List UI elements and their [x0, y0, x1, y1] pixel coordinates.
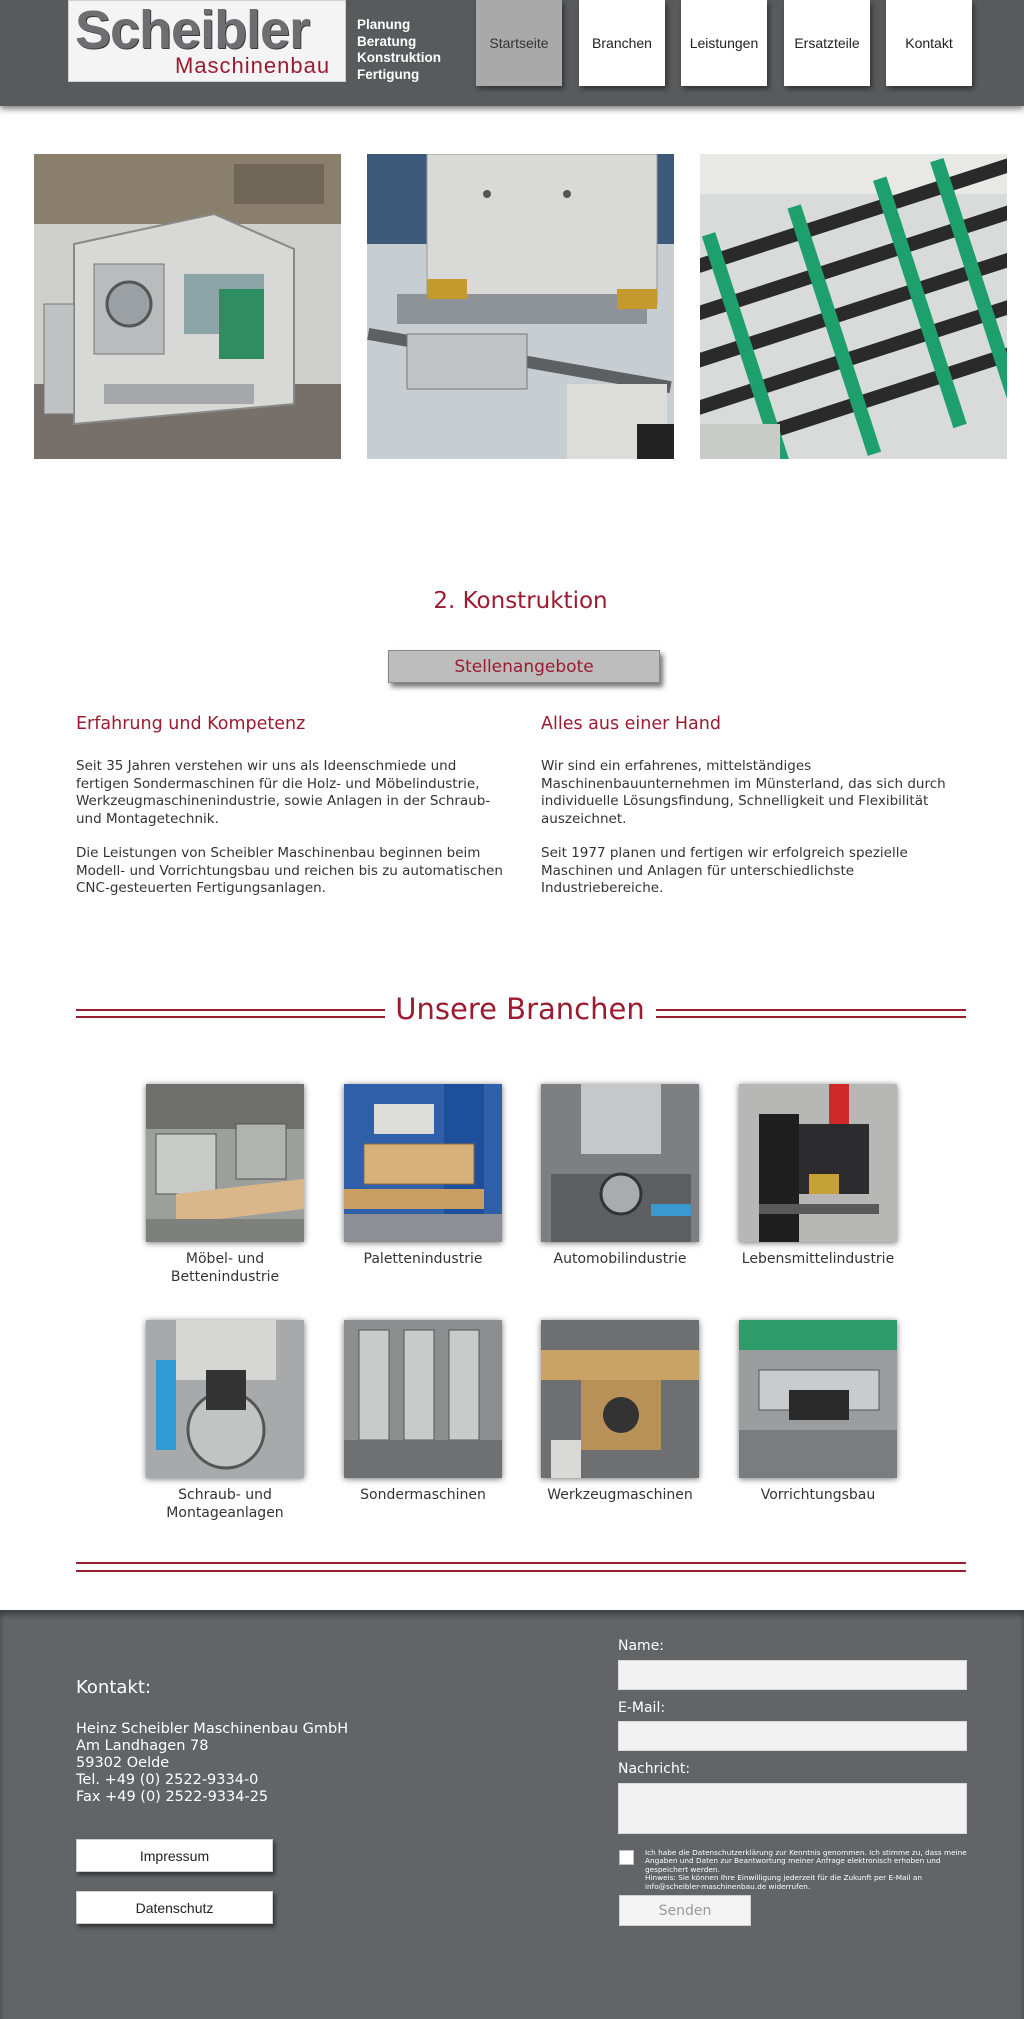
heading-one-hand: Alles aus einer Hand — [541, 714, 721, 734]
contact-fax: Fax +49 (0) 2522-9334-25 — [76, 1789, 269, 1805]
branche-label: Möbel- und Bettenindustrie — [170, 1251, 280, 1285]
divider-line — [76, 1570, 966, 1572]
text-line: Maschinenbauunternehmen im Münsterland, das sich durch — [541, 775, 946, 792]
contact-street: Am Landhagen 78 — [76, 1738, 209, 1754]
text-line: Maschinen und Anlagen für unterschiedlichste — [541, 862, 855, 879]
hero-image-machine-3 — [700, 154, 1007, 459]
send-button[interactable]: Senden — [619, 1895, 751, 1926]
branche-tile-moebel[interactable] — [146, 1084, 304, 1286]
text-line: Seit 35 Jahren verstehen wir uns als Ideenschmiede und — [76, 758, 457, 774]
branche-label: Automobilindustrie — [553, 1251, 687, 1267]
branchen-title: Unsere Branchen — [395, 992, 645, 1026]
branche-image-lebensmittel[interactable] — [739, 1084, 897, 1242]
text-line: fertigen Sondermaschinen für die Holz- und Möbelindustrie, — [76, 775, 480, 792]
nav-ersatzteile[interactable]: Ersatzteile — [784, 0, 870, 86]
company-logo[interactable] — [68, 0, 346, 82]
branche-tile-lebensmittel[interactable] — [739, 1084, 897, 1268]
text-line: und Montagetechnik. — [76, 810, 219, 827]
contact-title: Kontakt: — [76, 1677, 151, 1698]
tagline-line: Beratung — [357, 33, 417, 49]
divider-line — [656, 1009, 966, 1011]
branche-label: Werkzeugmaschinen — [547, 1487, 693, 1503]
branche-image-vorrichtung[interactable] — [739, 1320, 897, 1478]
branche-tile-schraub[interactable] — [146, 1320, 304, 1522]
text-line: CNC-gesteuerten Fertigungsanlagen. — [76, 880, 326, 896]
email-input[interactable] — [618, 1721, 967, 1751]
nav-leistungen[interactable]: Leistungen — [681, 0, 767, 86]
name-label: Name: — [618, 1638, 665, 1654]
branche-tile-werkzeug[interactable] — [541, 1320, 699, 1504]
branche-image-paletten[interactable] — [344, 1084, 502, 1242]
tagline — [357, 17, 441, 83]
name-input[interactable] — [618, 1660, 967, 1690]
hero-image-machine-1 — [34, 154, 341, 459]
branche-image-schraub[interactable] — [146, 1320, 304, 1478]
divider-line — [76, 1009, 385, 1011]
logo-subtitle: Maschinenbau — [175, 53, 331, 78]
experience-paragraph-2 — [76, 845, 503, 898]
divider-line — [76, 1562, 966, 1564]
branche-image-moebel[interactable] — [146, 1084, 304, 1242]
text-line: Werkzeugmaschinenindustrie, sowie Anlagen in der Schraub- — [76, 793, 491, 809]
text-line: Die Leistungen von Scheibler Maschinenbau beginnen beim — [76, 845, 481, 861]
one-hand-paragraph-2 — [541, 845, 908, 898]
branche-tile-automobil[interactable] — [541, 1084, 699, 1268]
privacy-checkbox[interactable] — [619, 1850, 634, 1865]
message-textarea[interactable] — [618, 1783, 967, 1834]
tagline-line: Fertigung — [357, 66, 420, 82]
branche-label: Vorrichtungsbau — [760, 1487, 876, 1503]
branche-label: Lebensmittelindustrie — [741, 1251, 895, 1267]
branche-tile-sonder[interactable] — [344, 1320, 502, 1504]
section-title: 2. Konstruktion — [433, 588, 608, 614]
branche-image-automobil[interactable] — [541, 1084, 699, 1242]
contact-company: Heinz Scheibler Maschinenbau GmbH — [76, 1721, 349, 1737]
divider-line — [656, 1016, 966, 1018]
experience-paragraph-1 — [76, 758, 490, 828]
privacy-hint-line: Hinweis: Sie können Ihre Einwilligung jederzeit für die Zukunft per E-Mail an info@scheibler-maschinenbau.de widerrufen. — [645, 1873, 922, 1891]
heading-experience: Erfahrung und Kompetenz — [76, 714, 306, 734]
tagline-line: Konstruktion — [357, 50, 441, 65]
datenschutz-button[interactable]: Datenschutz — [76, 1891, 273, 1924]
impressum-button[interactable]: Impressum — [76, 1839, 273, 1872]
contact-city: 59302 Oelde — [76, 1755, 170, 1771]
one-hand-paragraph-1 — [541, 758, 946, 828]
text-line: auszeichnet. — [541, 810, 627, 827]
text-line: Seit 1977 planen und fertigen wir erfolgreich spezielle — [541, 845, 908, 861]
contact-phone: Tel. +49 (0) 2522-9334-0 — [76, 1772, 259, 1788]
text-line: Industriebereiche. — [541, 880, 664, 896]
branche-image-werkzeug[interactable] — [541, 1320, 699, 1478]
logo-wordmark: Scheibler — [75, 0, 310, 60]
email-label: E-Mail: — [618, 1700, 666, 1716]
nav-branchen[interactable]: Branchen — [579, 0, 665, 86]
privacy-consent-line: Ich habe die Datenschutzerklärung zur Kenntnis genommen. Ich stimme zu, dass meine Angaben und Daten zur Beantwortung meiner Anfrage elektronisch erhoben und gespeichert werden. — [645, 1848, 967, 1874]
text-line: individuelle Lösungsfindung, Schnelligkeit und Flexibilität — [541, 793, 929, 809]
branche-image-sonder[interactable] — [344, 1320, 502, 1478]
message-label: Nachricht: — [618, 1761, 691, 1777]
branche-label: Sondermaschinen — [360, 1487, 486, 1503]
nav-startseite[interactable]: Startseite — [476, 0, 562, 86]
site-header — [0, 0, 1024, 106]
tagline-line: Planung — [357, 17, 411, 32]
branche-label: Palettenindustrie — [363, 1251, 483, 1267]
branche-tile-paletten[interactable] — [344, 1084, 502, 1268]
branche-tile-vorrichtung[interactable] — [739, 1320, 897, 1504]
nav-kontakt[interactable]: Kontakt — [886, 0, 972, 86]
branche-label: Schraub- und Montageanlagen — [166, 1487, 284, 1521]
jobs-button[interactable]: Stellenangebote — [388, 650, 660, 683]
text-line: Wir sind ein erfahrenes, mittelständiges — [541, 758, 812, 774]
divider-line — [76, 1016, 385, 1018]
privacy-consent-text — [645, 1849, 967, 1891]
hero-image-machine-2 — [367, 154, 674, 459]
text-line: Modell- und Vorrichtungsbau und reichen bis zu automatischen — [76, 862, 503, 879]
